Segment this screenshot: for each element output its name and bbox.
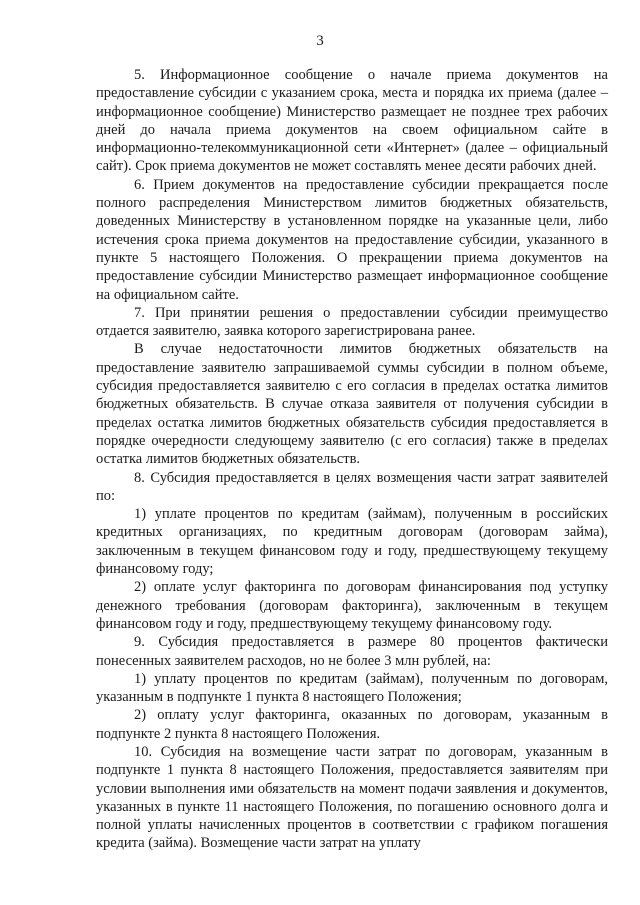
paragraph-9-subitem-1: 1) уплату процентов по кредитам (займам), полученным по договорам, указанным в подпункте 1 пункта 8 настоящего Положения; xyxy=(96,670,608,706)
paragraph-7-continuation: В случае недостаточности лимитов бюджетных обязательств на предоставление заявителю запрашиваемой суммы субсидии в полном объеме, субсидия предоставляется заявителю с его согласия в пределах остатка лимитов бюджетных обязательств. В случае отказа заявителя от получения субсидии в пределах остатка лимитов бюджетных обязательств субсидия предоставляется в порядке очередности следующему заявителю (с его согласия) также в пределах остатка лимитов бюджетных обязательств. xyxy=(96,341,608,468)
paragraph-7: 7. При принятии решения о предоставлении субсидии преимущество отдается заявителю, заявка которого зарегистрирована ранее. xyxy=(96,304,608,340)
paragraph-9: 9. Субсидия предоставляется в размере 80 процентов фактически понесенных заявителем расходов, но не более 3 млн рублей, на: xyxy=(96,634,608,669)
paragraph-5: 5. Информационное сообщение о начале приема документов на предоставление субсидии с указанием срока, места и порядка их приема (далее – информационное сообщение) Министерство размещает не позднее трех рабочих дней до начала приема документов на своем официальном сайте в информационно-телекоммуникационной сети «Интернет» (далее – официальный сайт). Срок приема документов не может составлять менее десяти рабочих дней. xyxy=(96,67,608,175)
document-body xyxy=(96,66,608,853)
paragraph-8-subitem-1: 1) уплате процентов по кредитам (займам), полученным в российских кредитных организациях, по кредитным договорам (договорам займа), заключенным в текущем финансовом году и году, предшествующему текущему финансовому году; xyxy=(96,506,608,578)
paragraph-8-subitem-2: 2) оплате услуг факторинга по договорам финансирования под уступку денежного требования (договорам факторинга), заключенным в текущем финансовом году и году, предшествующему текущему финансовому году. xyxy=(96,579,608,632)
paragraph-6: 6. Прием документов на предоставление субсидии прекращается после полного распределения Министерством лимитов бюджетных обязательств, доведенных Министерству в установленном порядке на указанные цели, либо истечения срока приема документов на предоставление субсидии, указанного в пункте 5 настоящего Положения. О прекращении приема документов на предоставление субсидии Министерство размещает информационное сообщение на официальном сайте. xyxy=(96,176,608,303)
page-number: 3 xyxy=(316,33,324,49)
paragraph-10: 10. Субсидия на возмещение части затрат по договорам, указанным в подпункте 1 пункта 8 настоящего Положения, предоставляется заявителям при условии выполнения ими обязательств на момент подачи заявления и документов, указанных в пункте 11 настоящего Положения, по погашению основного долга и полной уплаты начисленных процентов в соответствии с графиком погашения кредита (займа). Возмещение части затрат на уплату xyxy=(96,743,608,852)
paragraph-9-subitem-2: 2) оплату услуг факторинга, оказанных по договорам, указанным в подпункте 2 пункта 8 настоящего Положения. xyxy=(96,707,608,742)
paragraph-8: 8. Субсидия предоставляется в целях возмещения части затрат заявителей по: xyxy=(96,469,608,504)
